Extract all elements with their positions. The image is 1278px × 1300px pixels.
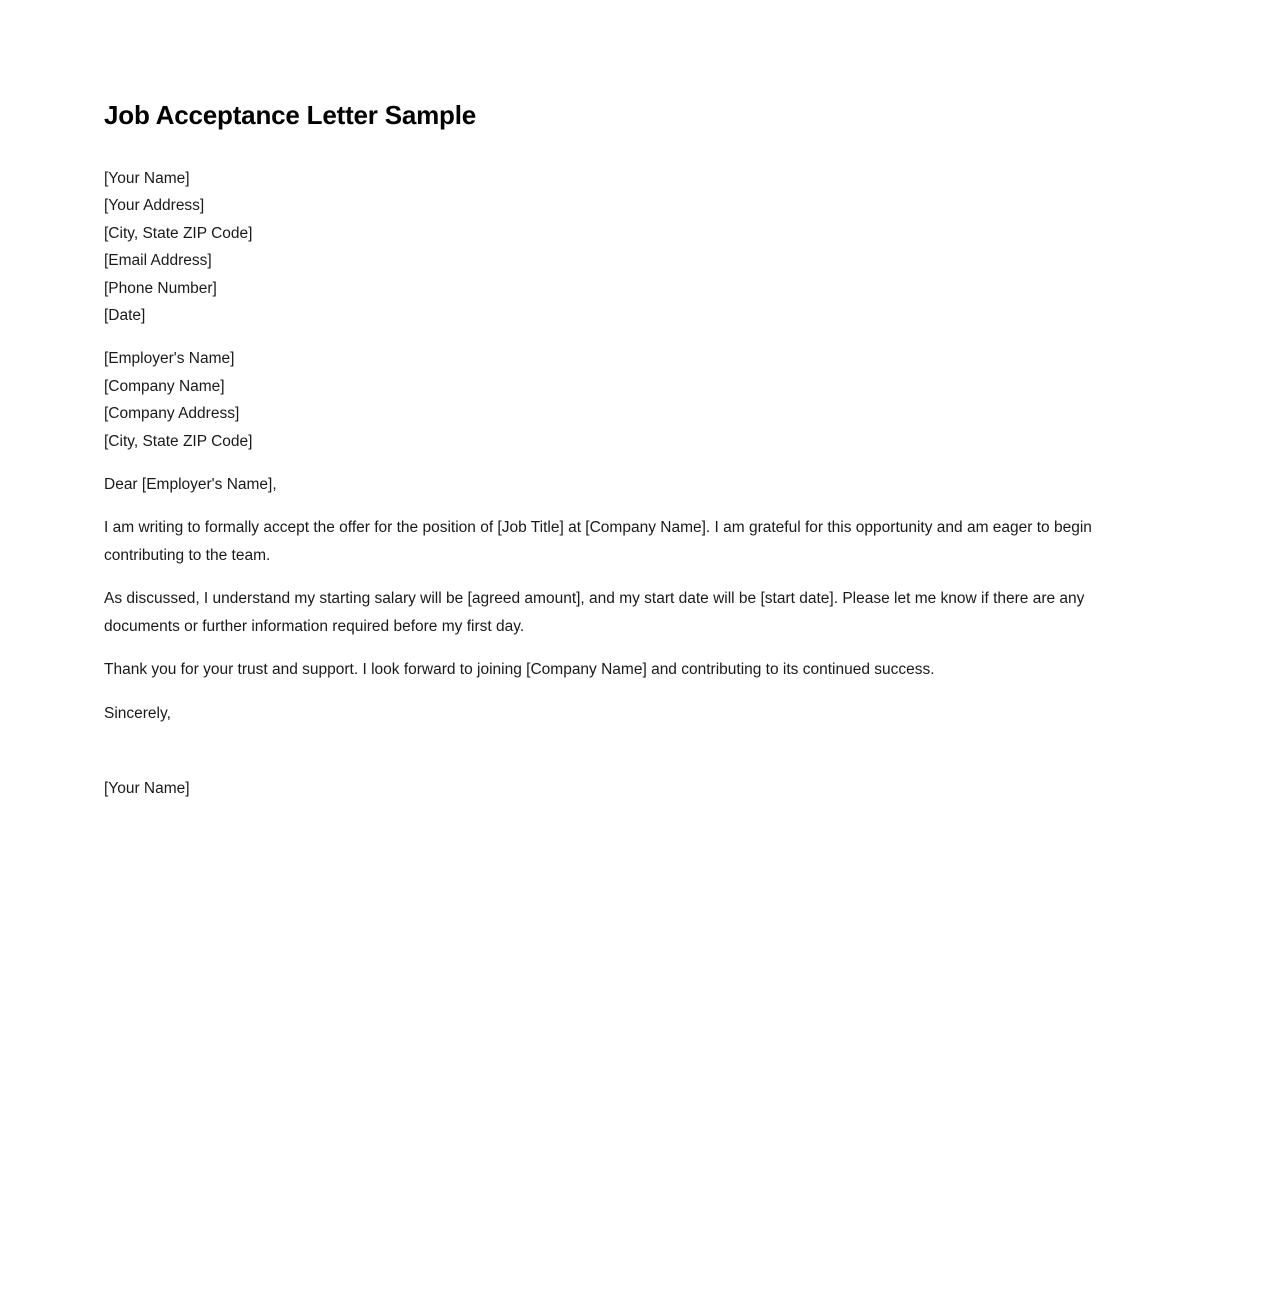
sender-email: [Email Address] — [104, 252, 212, 270]
signature-name: [Your Name] — [104, 779, 190, 797]
sender-street: [Your Address] — [104, 197, 205, 215]
body-paragraph-1: I am writing to formally accept the offer for the position of [Job Title] at [Company Name]. I am grateful for this opportunity and am eager to begin contributing to the team. — [104, 519, 1092, 564]
body-paragraph-3: Thank you for your trust and support. I look forward to joining [Company Name] and contributing to its continued success. — [104, 661, 935, 679]
recipient-company: [Company Name] — [104, 377, 225, 395]
sender-address-block — [104, 165, 1144, 329]
recipient-company-address: [Company Address] — [104, 405, 240, 423]
letter-date: [Date] — [104, 307, 146, 325]
sender-name: [Your Name] — [104, 170, 190, 187]
letter-content — [104, 0, 1144, 802]
salutation: Dear [Employer's Name], — [104, 476, 277, 494]
sender-city-state-zip: [City, State ZIP Code] — [104, 224, 253, 242]
closing-salutation: Sincerely, — [104, 704, 171, 722]
page-title: Job Acceptance Letter Sample — [104, 100, 477, 130]
recipient-address-block — [104, 345, 1144, 455]
body-paragraph-2: As discussed, I understand my starting salary will be [agreed amount], and my start date will be [start date]. Please let me know if there are any documents or further information required before my first day. — [104, 590, 1085, 635]
signature-space — [104, 727, 1144, 775]
recipient-city-state-zip: [City, State ZIP Code] — [104, 432, 253, 450]
recipient-name: [Employer's Name] — [104, 350, 235, 368]
sender-phone: [Phone Number] — [104, 279, 217, 297]
